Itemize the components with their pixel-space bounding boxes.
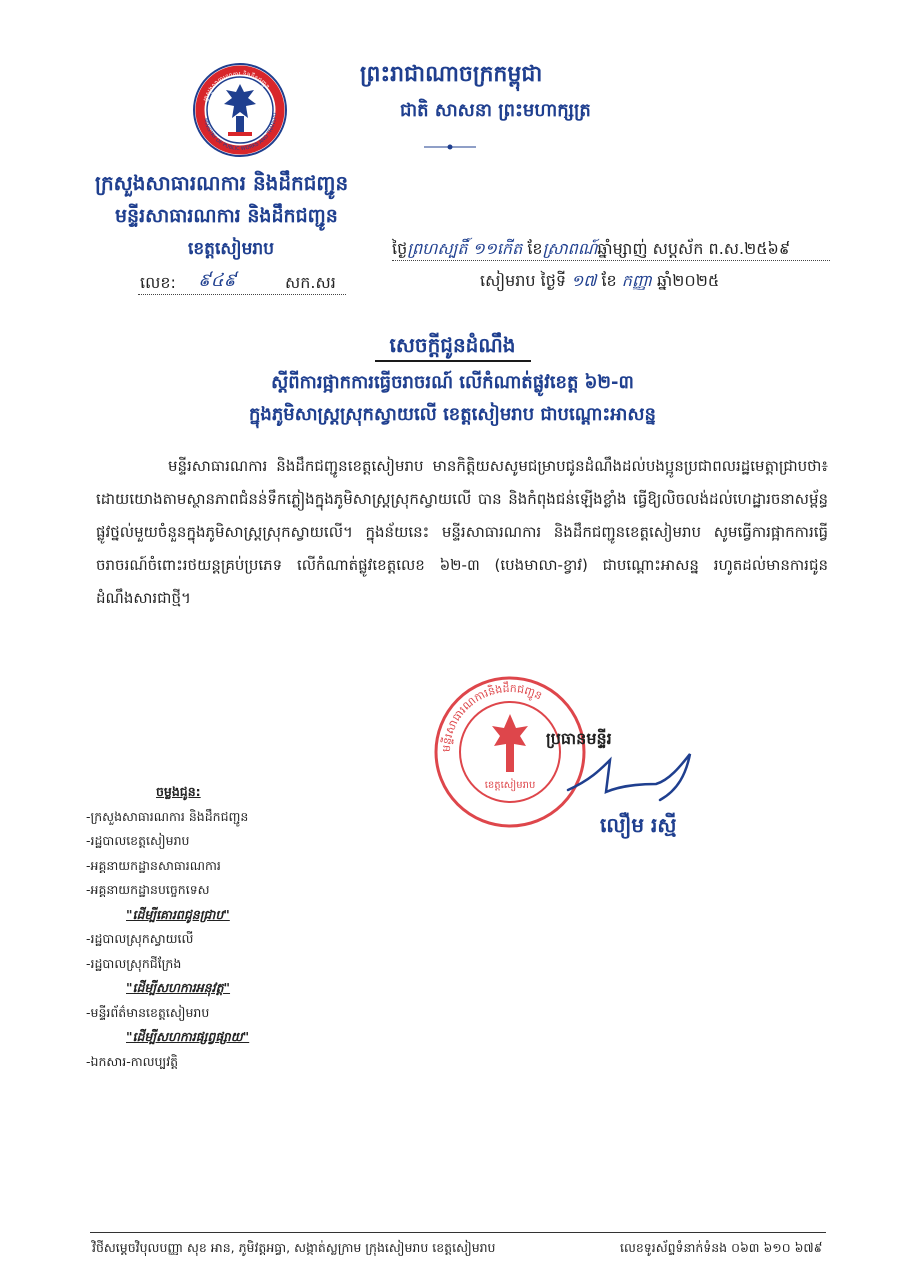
reference-label: លេខ: — [140, 273, 176, 292]
distribution-item: -ឯកសារ-កាលប្បវត្តិ — [86, 1053, 179, 1069]
distribution-item: -អគ្គនាយកដ្ឋានសាធារណការ — [86, 857, 221, 873]
stamp-center-text: ខេត្តសៀមរាប — [484, 780, 536, 791]
stamp-ring-text: មន្ទីរសាធារណការនិងដឹកជញ្ជូន — [439, 681, 545, 753]
department-name: មន្ទីរសាធារណការ និងដឹកជញ្ជូន — [115, 205, 338, 227]
distribution-item: -រដ្ឋបាលស្រុកស្វាយលើ — [86, 931, 194, 946]
distribution-note: "ដើម្បីសហការអនុវត្ត" — [126, 980, 231, 995]
distribution-item: -រដ្ឋបាលខេត្តសៀមរាប — [86, 833, 190, 848]
distribution-item: -ក្រសួងសាធារណការ និងដឹកជញ្ជូន — [86, 808, 249, 824]
lunar-month-prefix: ខែ — [527, 239, 543, 258]
footer-address: វិថីសម្តេចវិបុលបញ្ញា សុខ អាន, ភូមិវត្តអធ្វា, សង្កាត់ស្លក្រាម ក្រុងសៀមរាប ខេត្តសៀមរាប — [92, 1240, 496, 1255]
logo-text-km: ក្រសួងសាធារណការ និងដឹកជញ្ជូន — [202, 70, 271, 103]
distribution-item: -អគ្គនាយកដ្ឋានបច្ចេកទេស — [86, 882, 210, 897]
distribution-item: -រដ្ឋបាលស្រុកជីក្រែង — [86, 955, 182, 971]
ministry-logo — [192, 62, 288, 158]
notice-subject-line-1: ស្តីពីការផ្អាកការធ្វើចរាចរណ៍ លើកំណាត់ផ្លូវខេត្ត ៦២-៣ — [271, 372, 634, 393]
distribution-note: "ដើម្បីគោរពជូនជ្រាប" — [126, 906, 230, 922]
lunar-prefix: ថ្ងៃ — [392, 239, 408, 258]
date-month: កញ្ញា — [621, 271, 652, 290]
signatory-name: លឿម រស្មី — [600, 813, 677, 837]
kingdom-title: ព្រះរាជាណាចក្រកម្ពុជា — [360, 62, 543, 87]
footer-phone: លេខទូរស័ព្ទទំនាក់ទំនង ០៦៣ ៦១០ ៦៧៩ — [620, 1240, 823, 1255]
national-motto: ជាតិ សាសនា ព្រះមហាក្សត្រ — [400, 100, 591, 121]
distribution-list — [86, 780, 249, 1074]
notice-title: សេចក្តីជូនដំណឹង — [389, 333, 516, 357]
notice-subject-line-2: ក្នុងភូមិសាស្ត្រស្រុកស្វាយលើ ខេត្តសៀមរាប ជាបណ្តោះអាសន្ន — [249, 404, 656, 425]
place-date — [480, 270, 719, 294]
lunar-day: ព្រហស្បតិ៍ ១១កើត — [407, 239, 523, 258]
footer-divider — [90, 1232, 826, 1233]
lunar-rest: ឆ្នាំម្សាញ់ សប្តស័ក ព.ស.២៥៦៩ — [597, 239, 791, 258]
distribution-item: -មន្ទីរព័ត៌មានខេត្តសៀមរាប — [86, 1004, 210, 1020]
body-paragraph: មន្ទីរសាធារណការ និងដឹកជញ្ជូនខេត្តសៀមរាប មានកិត្តិយសសូមជម្រាបជូនដំណឹងដល់បងប្អូនប្រជាពលរដ្ឋមេត្តាជ្រាបថា៖ ដោយយោងតាមស្ថានភាពជំនន់ទឹកភ្លៀងក្នុងភូមិសាស្ត្រស្រុកស្វាយលើ បាន និងកំពុងជន់ឡើងខ្លាំង ធ្វើឱ្យលិចលង់ដល់ហេដ្ឋារចនាសម្ព័ន្ធផ្លូវថ្នល់មួយចំនួនក្នុងភូមិសាស្ត្រស្រុកស្វាយលើ។ ក្នុងន័យនេះ មន្ទីរសាធារណការ និងដឹកជញ្ជូនខេត្តសៀមរាប សូមធ្វើការផ្អាកការធ្វើចរាចរណ៍ចំពោះរថយន្តគ្រប់ប្រភេទ លើកំណាត់ផ្លូវខេត្តលេខ ៦២-៣ (បេងមាលា-ខ្វាវ) ជាបណ្តោះអាសន្ន រហូតដល់មានការជូនដំណឹងសារជាថ្មី។ — [96, 457, 828, 607]
logo-text-en: MINISTRY OF PUBLIC WORKS AND TRANSPO — [202, 112, 279, 153]
ornament-divider — [424, 142, 476, 152]
reference-number: ៩៤៩ — [198, 270, 237, 291]
date-year: ឆ្នាំ២០២៥ — [657, 271, 720, 290]
province-name: ខេត្តសៀមរាប — [188, 239, 274, 259]
date-day: ១៧ — [571, 271, 597, 290]
distribution-heading: ចម្លងជូន: — [156, 784, 201, 799]
signatory-title: ប្រធានមន្ទីរ — [546, 729, 612, 748]
distribution-note: "ដើម្បីសហការផ្សព្វផ្សាយ" — [126, 1029, 250, 1044]
lunar-month: ស្រាពណ៍ — [542, 239, 598, 258]
ministry-name: ក្រសួងសាធារណការ និងដឹកជញ្ជូន — [95, 171, 349, 195]
handwritten-signature — [560, 750, 700, 810]
month-prefix: ខែ — [601, 271, 617, 290]
svg-text:មន្ទីរសាធារណការនិងដឹកជញ្ជូន — [439, 681, 544, 752]
reference-suffix: សក.សរ — [285, 273, 336, 292]
lunar-dotted-line — [392, 260, 830, 261]
reference-dotted-line — [138, 294, 346, 295]
title-underline — [375, 360, 531, 362]
notice-body — [96, 450, 828, 615]
place-prefix: សៀមរាប ថ្ងៃទី — [480, 271, 567, 290]
lunar-date — [392, 238, 790, 262]
